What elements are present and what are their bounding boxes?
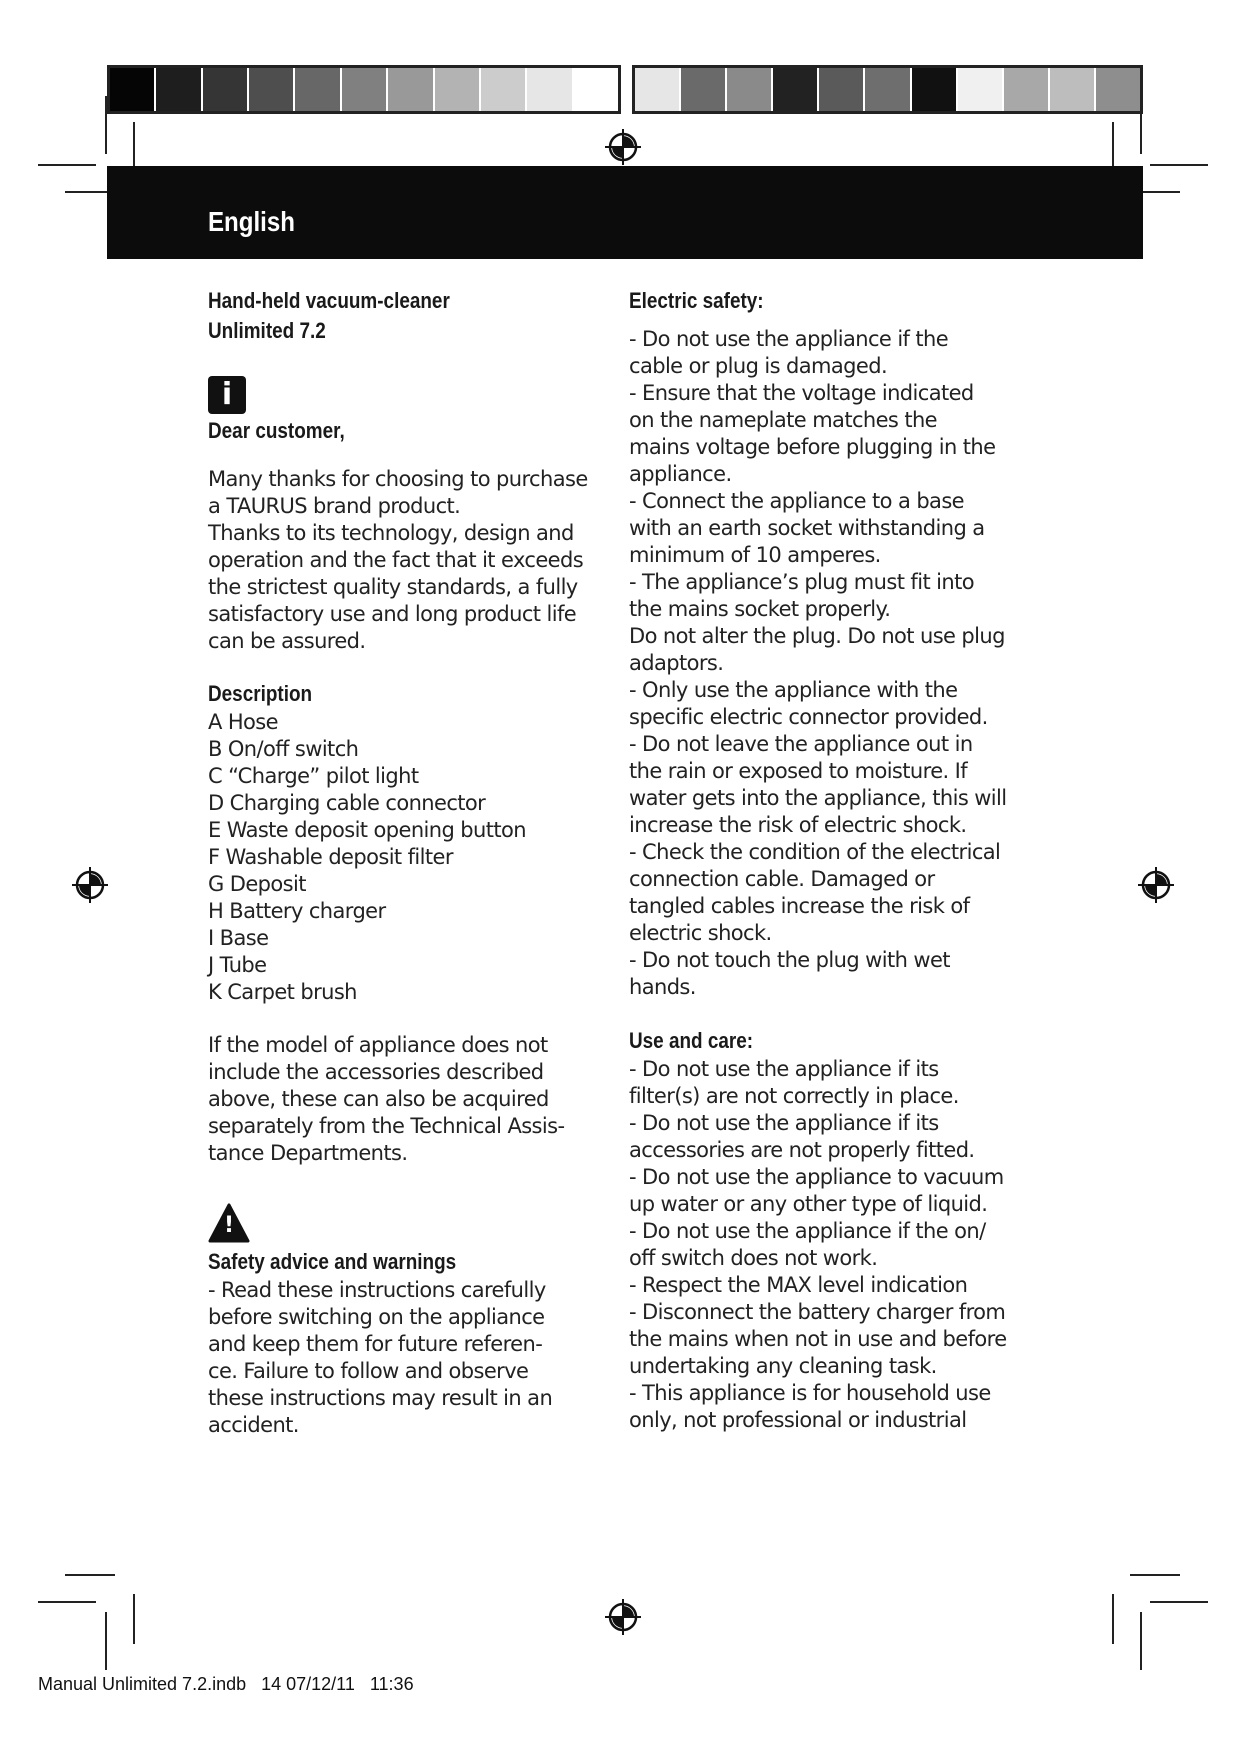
- product-name-line1: Hand-held vacuum-cleaner: [208, 288, 450, 313]
- registration-target-icon: [603, 1597, 643, 1637]
- text-line: accessories are not properly fitted.: [629, 1138, 975, 1162]
- text-line: - Do not use the appliance if the: [629, 327, 949, 351]
- text-line: Do not alter the plug. Do not use plug: [629, 624, 1005, 648]
- list-item: K Carpet brush: [208, 980, 357, 1004]
- crop-mark: [1140, 1612, 1142, 1670]
- calibration-swatch: [635, 68, 681, 111]
- crop-mark: [1150, 1601, 1208, 1603]
- text-line: - This appliance is for household use: [629, 1381, 991, 1405]
- calibration-swatch: [727, 68, 773, 111]
- list-item: J Tube: [208, 953, 267, 977]
- calibration-swatch: [1050, 68, 1096, 111]
- electric-safety-title: Electric safety:: [629, 288, 764, 313]
- text-line: separately from the Technical Assis-: [208, 1114, 565, 1138]
- text-line: Thanks to its technology, design and: [208, 521, 574, 545]
- calibration-swatch: [1096, 68, 1140, 111]
- calibration-swatch: [295, 68, 341, 111]
- crop-mark: [38, 164, 96, 166]
- calibration-swatch: [203, 68, 249, 111]
- use-and-care-title: Use and care:: [629, 1028, 754, 1053]
- list-item: B On/off switch: [208, 737, 359, 761]
- crop-mark: [1150, 164, 1208, 166]
- text-line: tangled cables increase the risk of: [629, 894, 970, 918]
- text-line: undertaking any cleaning task.: [629, 1354, 937, 1378]
- safety-title: Safety advice and warnings: [208, 1249, 457, 1274]
- text-line: - Do not use the appliance if its: [629, 1111, 939, 1135]
- text-line: - Connect the appliance to a base: [629, 489, 964, 513]
- calibration-swatch: [156, 68, 202, 111]
- list-item: A Hose: [208, 710, 278, 734]
- calibration-swatch: [958, 68, 1004, 111]
- language-title: English: [208, 206, 295, 237]
- text-line: water gets into the appliance, this will: [629, 786, 1007, 810]
- text-line: only, not professional or industrial: [629, 1408, 967, 1432]
- calibration-bar-left: [107, 65, 621, 114]
- calibration-swatch: [912, 68, 958, 111]
- text-line: accident.: [208, 1413, 299, 1437]
- text-line: cable or plug is damaged.: [629, 354, 888, 378]
- text-line: satisfactory use and long product life: [208, 602, 577, 626]
- text-line: these instructions may result in an: [208, 1386, 553, 1410]
- registration-target-icon: [70, 865, 110, 905]
- warning-glyph: !: [223, 1213, 235, 1238]
- right-column: [629, 286, 1029, 1434]
- text-line: - Check the condition of the electrical: [629, 840, 1001, 864]
- text-line: with an earth socket withstanding a: [629, 516, 985, 540]
- crop-mark: [1112, 122, 1114, 172]
- list-item: H Battery charger: [208, 899, 386, 923]
- text-line: appliance.: [629, 462, 732, 486]
- text-line: the mains socket properly.: [629, 597, 891, 621]
- text-line: - Do not use the appliance if the on/: [629, 1219, 986, 1243]
- crop-mark: [133, 122, 135, 172]
- left-column: [208, 286, 598, 1439]
- calibration-swatch: [110, 68, 156, 111]
- text-line: include the accessories described: [208, 1060, 544, 1084]
- list-item: F Washable deposit filter: [208, 845, 453, 869]
- calibration-swatch: [681, 68, 727, 111]
- text-line: - Read these instructions carefully: [208, 1278, 546, 1302]
- list-item: E Waste deposit opening button: [208, 818, 526, 842]
- text-line: - Only use the appliance with the: [629, 678, 958, 702]
- crop-mark: [65, 1574, 115, 1576]
- calibration-swatch: [249, 68, 295, 111]
- text-line: - Do not leave the appliance out in: [629, 732, 973, 756]
- text-line: off switch does not work.: [629, 1246, 878, 1270]
- text-line: operation and the fact that it exceeds: [208, 548, 584, 572]
- text-line: the mains when not in use and before: [629, 1327, 1007, 1351]
- description-title: Description: [208, 681, 313, 706]
- crop-mark: [1112, 1594, 1114, 1644]
- text-line: tance Departments.: [208, 1141, 408, 1165]
- greeting-paragraph: [208, 466, 598, 655]
- calibration-swatch: [819, 68, 865, 111]
- list-item: C “Charge” pilot light: [208, 764, 419, 788]
- text-line: - Do not use the appliance if its: [629, 1057, 939, 1081]
- calibration-swatch: [388, 68, 434, 111]
- text-line: mains voltage before plugging in the: [629, 435, 996, 459]
- text-line: hands.: [629, 975, 696, 999]
- crop-mark: [133, 1594, 135, 1644]
- header-band: [107, 166, 1143, 259]
- text-line: minimum of 10 amperes.: [629, 543, 881, 567]
- description-list: [208, 709, 598, 1006]
- calibration-swatch: [527, 68, 573, 111]
- text-line: - Do not touch the plug with wet: [629, 948, 950, 972]
- text-line: before switching on the appliance: [208, 1305, 545, 1329]
- calibration-swatch: [481, 68, 527, 111]
- crop-mark: [105, 1612, 107, 1670]
- product-name-line2: Unlimited 7.2: [208, 318, 326, 343]
- calibration-swatch: [865, 68, 911, 111]
- calibration-swatch: [773, 68, 819, 111]
- calibration-swatch: [574, 68, 618, 111]
- text-line: the rain or exposed to moisture. If: [629, 759, 968, 783]
- text-line: - Do not use the appliance to vacuum: [629, 1165, 1004, 1189]
- text-line: adaptors.: [629, 651, 724, 675]
- print-slug: Manual Unlimited 7.2.indb 14 07/12/11 11:36: [38, 1674, 414, 1694]
- crop-mark: [105, 96, 107, 154]
- text-line: filter(s) are not correctly in place.: [629, 1084, 959, 1108]
- registration-target-icon: [1136, 865, 1176, 905]
- text-line: - Disconnect the battery charger from: [629, 1300, 1006, 1324]
- text-line: - The appliance’s plug must fit into: [629, 570, 974, 594]
- text-line: - Ensure that the voltage indicated: [629, 381, 974, 405]
- text-line: ce. Failure to follow and observe: [208, 1359, 529, 1383]
- text-line: specific electric connector provided.: [629, 705, 988, 729]
- text-line: If the model of appliance does not: [208, 1033, 548, 1057]
- text-line: up water or any other type of liquid.: [629, 1192, 988, 1216]
- electric-safety-paragraph: [629, 326, 1029, 1001]
- text-line: Many thanks for choosing to purchase: [208, 467, 588, 491]
- text-line: and keep them for future referen-: [208, 1332, 543, 1356]
- crop-mark: [1130, 1574, 1180, 1576]
- greeting-title: Dear customer,: [208, 418, 345, 443]
- crop-mark: [1140, 96, 1142, 154]
- text-line: can be assured.: [208, 629, 366, 653]
- text-line: electric shock.: [629, 921, 772, 945]
- text-line: a TAURUS brand product.: [208, 494, 461, 518]
- text-line: the strictest quality standards, a fully: [208, 575, 578, 599]
- info-icon: i: [208, 376, 246, 414]
- crop-mark: [38, 1601, 96, 1603]
- registration-target-icon: [603, 127, 643, 167]
- text-line: increase the risk of electric shock.: [629, 813, 967, 837]
- calibration-swatch: [435, 68, 481, 111]
- calibration-bar-right: [632, 65, 1143, 114]
- list-item: D Charging cable connector: [208, 791, 486, 815]
- accessories-note: [208, 1032, 598, 1167]
- text-line: - Respect the MAX level indication: [629, 1273, 968, 1297]
- use-and-care-paragraph: [629, 1056, 1029, 1434]
- text-line: on the nameplate matches the: [629, 408, 938, 432]
- calibration-swatch: [1004, 68, 1050, 111]
- calibration-swatch: [342, 68, 388, 111]
- text-line: connection cable. Damaged or: [629, 867, 935, 891]
- list-item: I Base: [208, 926, 269, 950]
- list-item: G Deposit: [208, 872, 306, 896]
- warning-triangle-icon: [208, 1203, 250, 1243]
- safety-paragraph: [208, 1277, 598, 1439]
- text-line: above, these can also be acquired: [208, 1087, 549, 1111]
